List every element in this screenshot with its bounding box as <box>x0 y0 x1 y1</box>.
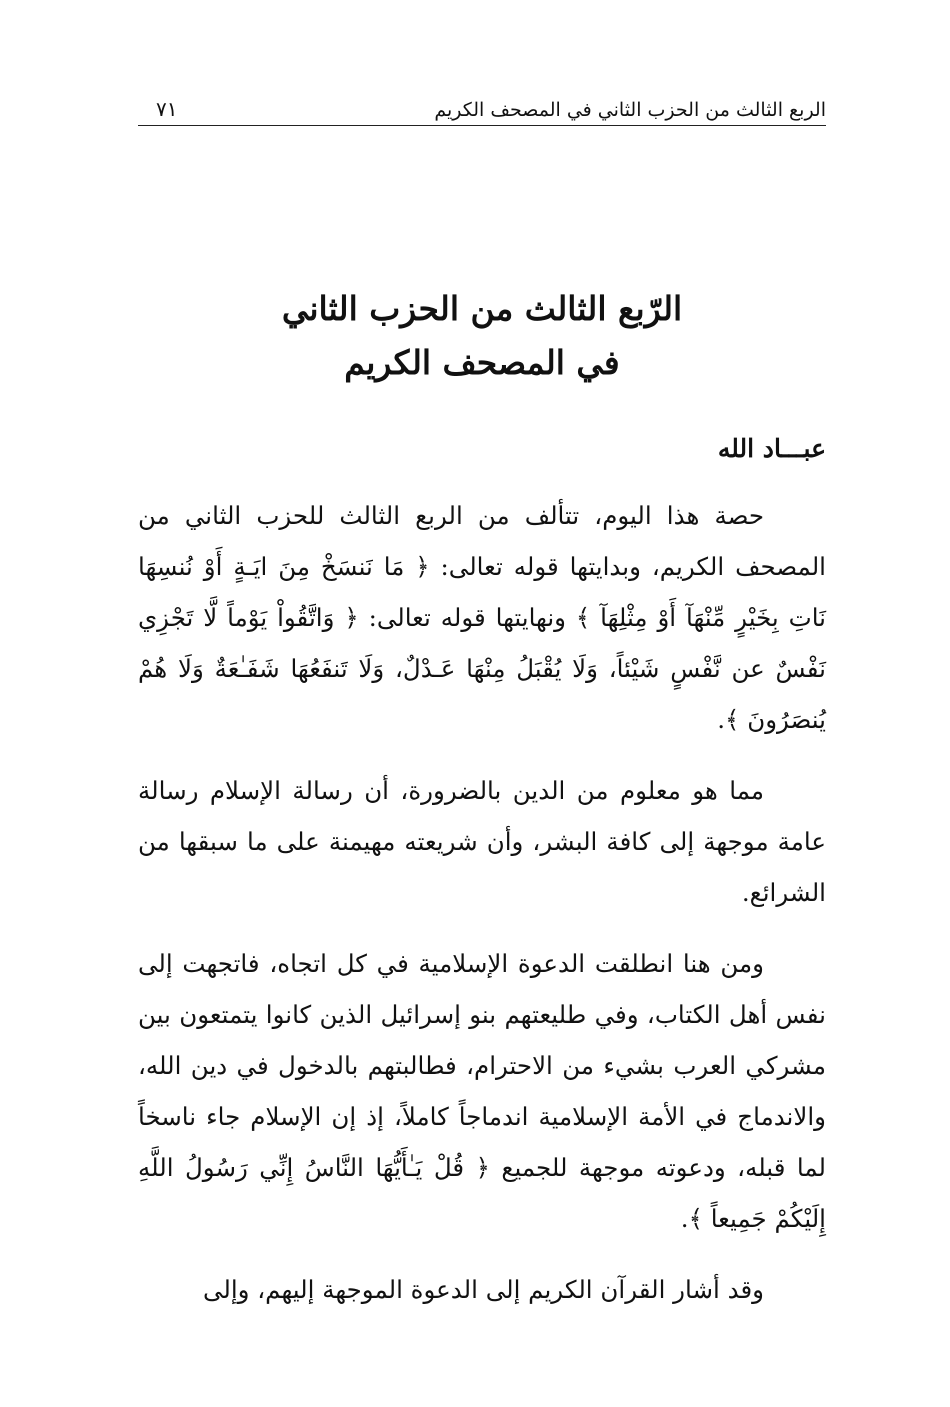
chapter-title-line-2: في المصحف الكريم <box>344 343 620 382</box>
running-title: الربع الثالث من الحزب الثاني في المصحف الكريم <box>434 99 826 121</box>
chapter-title-line-1: الرّبع الثالث من الحزب الثاني <box>281 289 683 328</box>
page-number: ٧١ <box>156 97 178 121</box>
chapter-title <box>138 282 826 390</box>
body-text <box>138 490 826 1335</box>
paragraph-4: وقد أشار القرآن الكريم إلى الدعوة الموجهة إليهم، وإلى <box>202 1275 764 1304</box>
paragraph-2: مما هو معلوم من الدين بالضرورة، أن رسالة الإسلام رسالة عامة موجهة إلى كافة البشر، وأن شريعته مهيمنة على ما سبقها من الشرائع. <box>138 776 826 907</box>
paragraph-3: ومن هنا انطلقت الدعوة الإسلامية في كل اتجاه، فاتجهت إلى نفس أهل الكتاب، وفي طليعتهم بنو إسرائيل الذين كانوا يتمتعون بين مشركي العرب بشيء من الاحترام، فطالبتهم بالدخول في دين الله، والاندماج في الأمة الإسلامية اندماجاً كاملاً، إذ إن الإسلام جاء ناسخاً لما قبله، ودعوته موجهة للجميع ﴿ قُلْ يَـٰأَيُّهَا النَّاسُ إِنِّي رَسُولُ اللَّهِ إِلَيْكُمْ جَمِيعاً ﴾. <box>138 949 826 1233</box>
paragraph-1: حصة هذا اليوم، تتألف من الربع الثالث للحزب الثاني من المصحف الكريم، وبدايتها قوله تعالى: ﴿ مَا نَنسَخْ مِنَ ايَـةٍ أَوْ نُنسِهَا نَاتِ بِخَيْرٍ مِّنْهَآ أَوْ مِثْلِهَآ ﴾ ونهايتها قوله تعالى: ﴿ وَاتَّقُواْ يَوْماً لَّا تَجْزِي نَفْسٌ عن نَّفْسٍ شَيْئاً، وَلَا يُقْبَلُ مِنْهَا عَـدْلٌ، وَلَا تَنفَعُهَا شَفَـٰعَةٌ وَلَا هُمْ يُنصَرُونَ ﴾. <box>138 501 826 734</box>
address-heading: عبـــاد الله <box>717 434 826 463</box>
running-header <box>138 92 826 126</box>
